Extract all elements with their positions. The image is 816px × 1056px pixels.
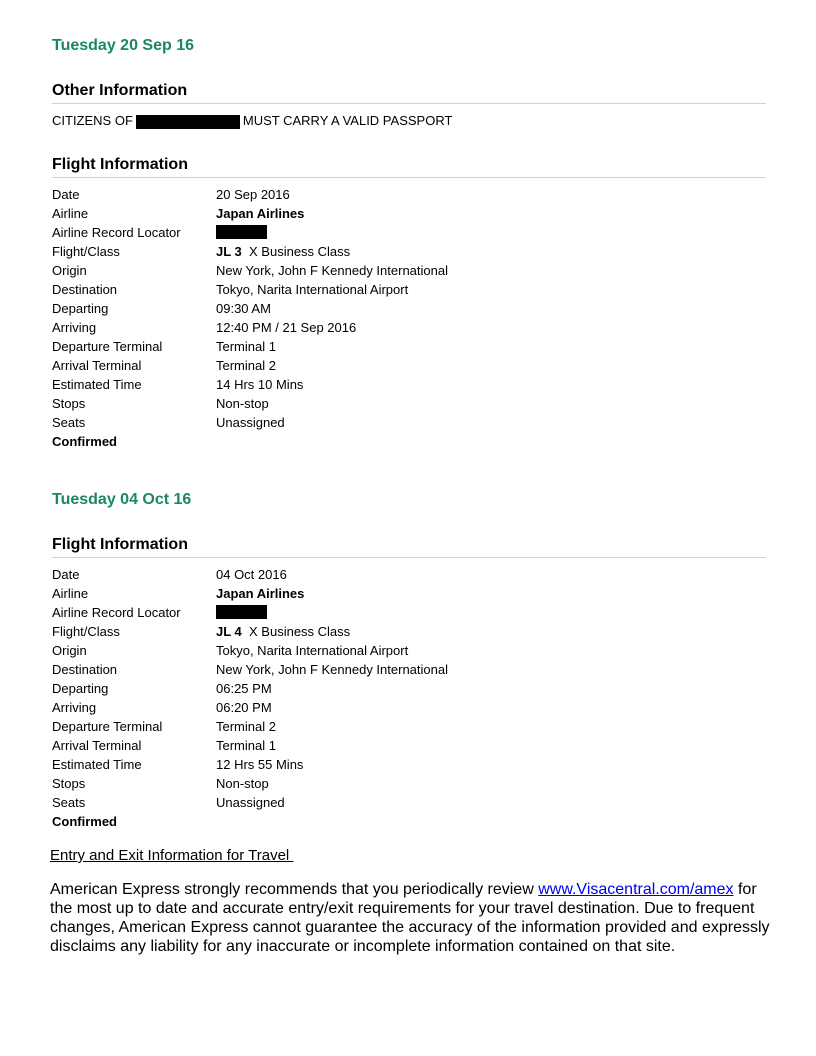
flight-information-heading-return: Flight Information xyxy=(52,536,766,558)
value-airline: Japan Airlines xyxy=(216,586,305,601)
label-record-locator: Airline Record Locator xyxy=(52,225,181,240)
label-departure-terminal: Departure Terminal xyxy=(52,339,163,354)
label-destination: Destination xyxy=(52,662,118,677)
value-destination: New York, John F Kennedy International xyxy=(216,662,448,677)
value-flight-number: JL 3 xyxy=(216,244,242,259)
status-confirmed: Confirmed xyxy=(52,814,117,829)
value-departure-terminal: Terminal 1 xyxy=(216,339,276,354)
value-date: 20 Sep 2016 xyxy=(216,187,290,202)
label-departure-terminal: Departure Terminal xyxy=(52,719,163,734)
label-departing: Departing xyxy=(52,681,109,696)
value-seats: Unassigned xyxy=(216,415,285,430)
value-flight-class xyxy=(216,622,350,641)
label-seats: Seats xyxy=(52,415,86,430)
flight-information-heading-outbound: Flight Information xyxy=(52,156,766,178)
date-heading-return: Tuesday 04 Oct 16 xyxy=(52,491,192,508)
label-arriving: Arriving xyxy=(52,700,97,715)
value-date: 04 Oct 2016 xyxy=(216,567,287,582)
label-origin: Origin xyxy=(52,643,87,658)
value-origin: Tokyo, Narita International Airport xyxy=(216,643,409,658)
label-stops: Stops xyxy=(52,396,86,411)
status-confirmed: Confirmed xyxy=(52,434,117,449)
value-class: X Business Class xyxy=(249,624,351,639)
label-date: Date xyxy=(52,567,80,582)
redacted-country xyxy=(136,115,240,129)
value-estimated-time: 14 Hrs 10 Mins xyxy=(216,377,304,392)
label-flight-class: Flight/Class xyxy=(52,624,120,639)
label-destination: Destination xyxy=(52,282,118,297)
label-airline: Airline xyxy=(52,586,89,601)
value-departing: 06:25 PM xyxy=(216,681,272,696)
redacted-record-locator xyxy=(216,225,267,239)
label-departing: Departing xyxy=(52,301,109,316)
entry-exit-text-after-link: for the most up to date and accurate entry/exit requirements for your travel destination. Due to frequent changes, American Express cannot guarantee the accuracy of the information provided and expressly disclaims any liability for any inaccurate or incomplete information contained on that site. xyxy=(50,881,770,955)
value-class: X Business Class xyxy=(249,244,351,259)
label-arriving: Arriving xyxy=(52,320,97,335)
value-stops: Non-stop xyxy=(216,396,269,411)
value-arrival-terminal: Terminal 2 xyxy=(216,358,276,373)
value-departing: 09:30 AM xyxy=(216,301,271,316)
value-departure-terminal: Terminal 2 xyxy=(216,719,276,734)
label-estimated-time: Estimated Time xyxy=(52,377,142,392)
label-airline: Airline xyxy=(52,206,89,221)
passport-notice-suffix: MUST CARRY A VALID PASSPORT xyxy=(242,113,453,128)
value-seats: Unassigned xyxy=(216,795,285,810)
redacted-record-locator xyxy=(216,605,267,619)
value-stops: Non-stop xyxy=(216,776,269,791)
date-heading-outbound: Tuesday 20 Sep 16 xyxy=(52,37,194,54)
label-date: Date xyxy=(52,187,80,202)
value-destination: Tokyo, Narita International Airport xyxy=(216,282,409,297)
value-flight-class xyxy=(216,242,350,261)
passport-notice-prefix: CITIZENS OF xyxy=(52,113,133,128)
value-airline: Japan Airlines xyxy=(216,206,305,221)
label-seats: Seats xyxy=(52,795,86,810)
value-estimated-time: 12 Hrs 55 Mins xyxy=(216,757,304,772)
value-arrival-terminal: Terminal 1 xyxy=(216,738,276,753)
label-origin: Origin xyxy=(52,263,87,278)
visacentral-link[interactable]: www.Visacentral.com/amex xyxy=(538,881,734,898)
entry-exit-text-before-link: American Express strongly recommends that you periodically review xyxy=(50,881,539,898)
value-arriving: 12:40 PM / 21 Sep 2016 xyxy=(216,320,357,335)
value-arriving: 06:20 PM xyxy=(216,700,272,715)
entry-exit-body xyxy=(50,880,780,956)
label-stops: Stops xyxy=(52,776,86,791)
entry-exit-title: Entry and Exit Information for Travel xyxy=(50,847,294,864)
label-arrival-terminal: Arrival Terminal xyxy=(52,358,142,373)
label-arrival-terminal: Arrival Terminal xyxy=(52,738,142,753)
label-estimated-time: Estimated Time xyxy=(52,757,142,772)
value-flight-number: JL 4 xyxy=(216,624,242,639)
other-information-heading: Other Information xyxy=(52,82,766,104)
value-origin: New York, John F Kennedy International xyxy=(216,263,448,278)
passport-notice xyxy=(52,113,452,129)
label-record-locator: Airline Record Locator xyxy=(52,605,181,620)
label-flight-class: Flight/Class xyxy=(52,244,120,259)
